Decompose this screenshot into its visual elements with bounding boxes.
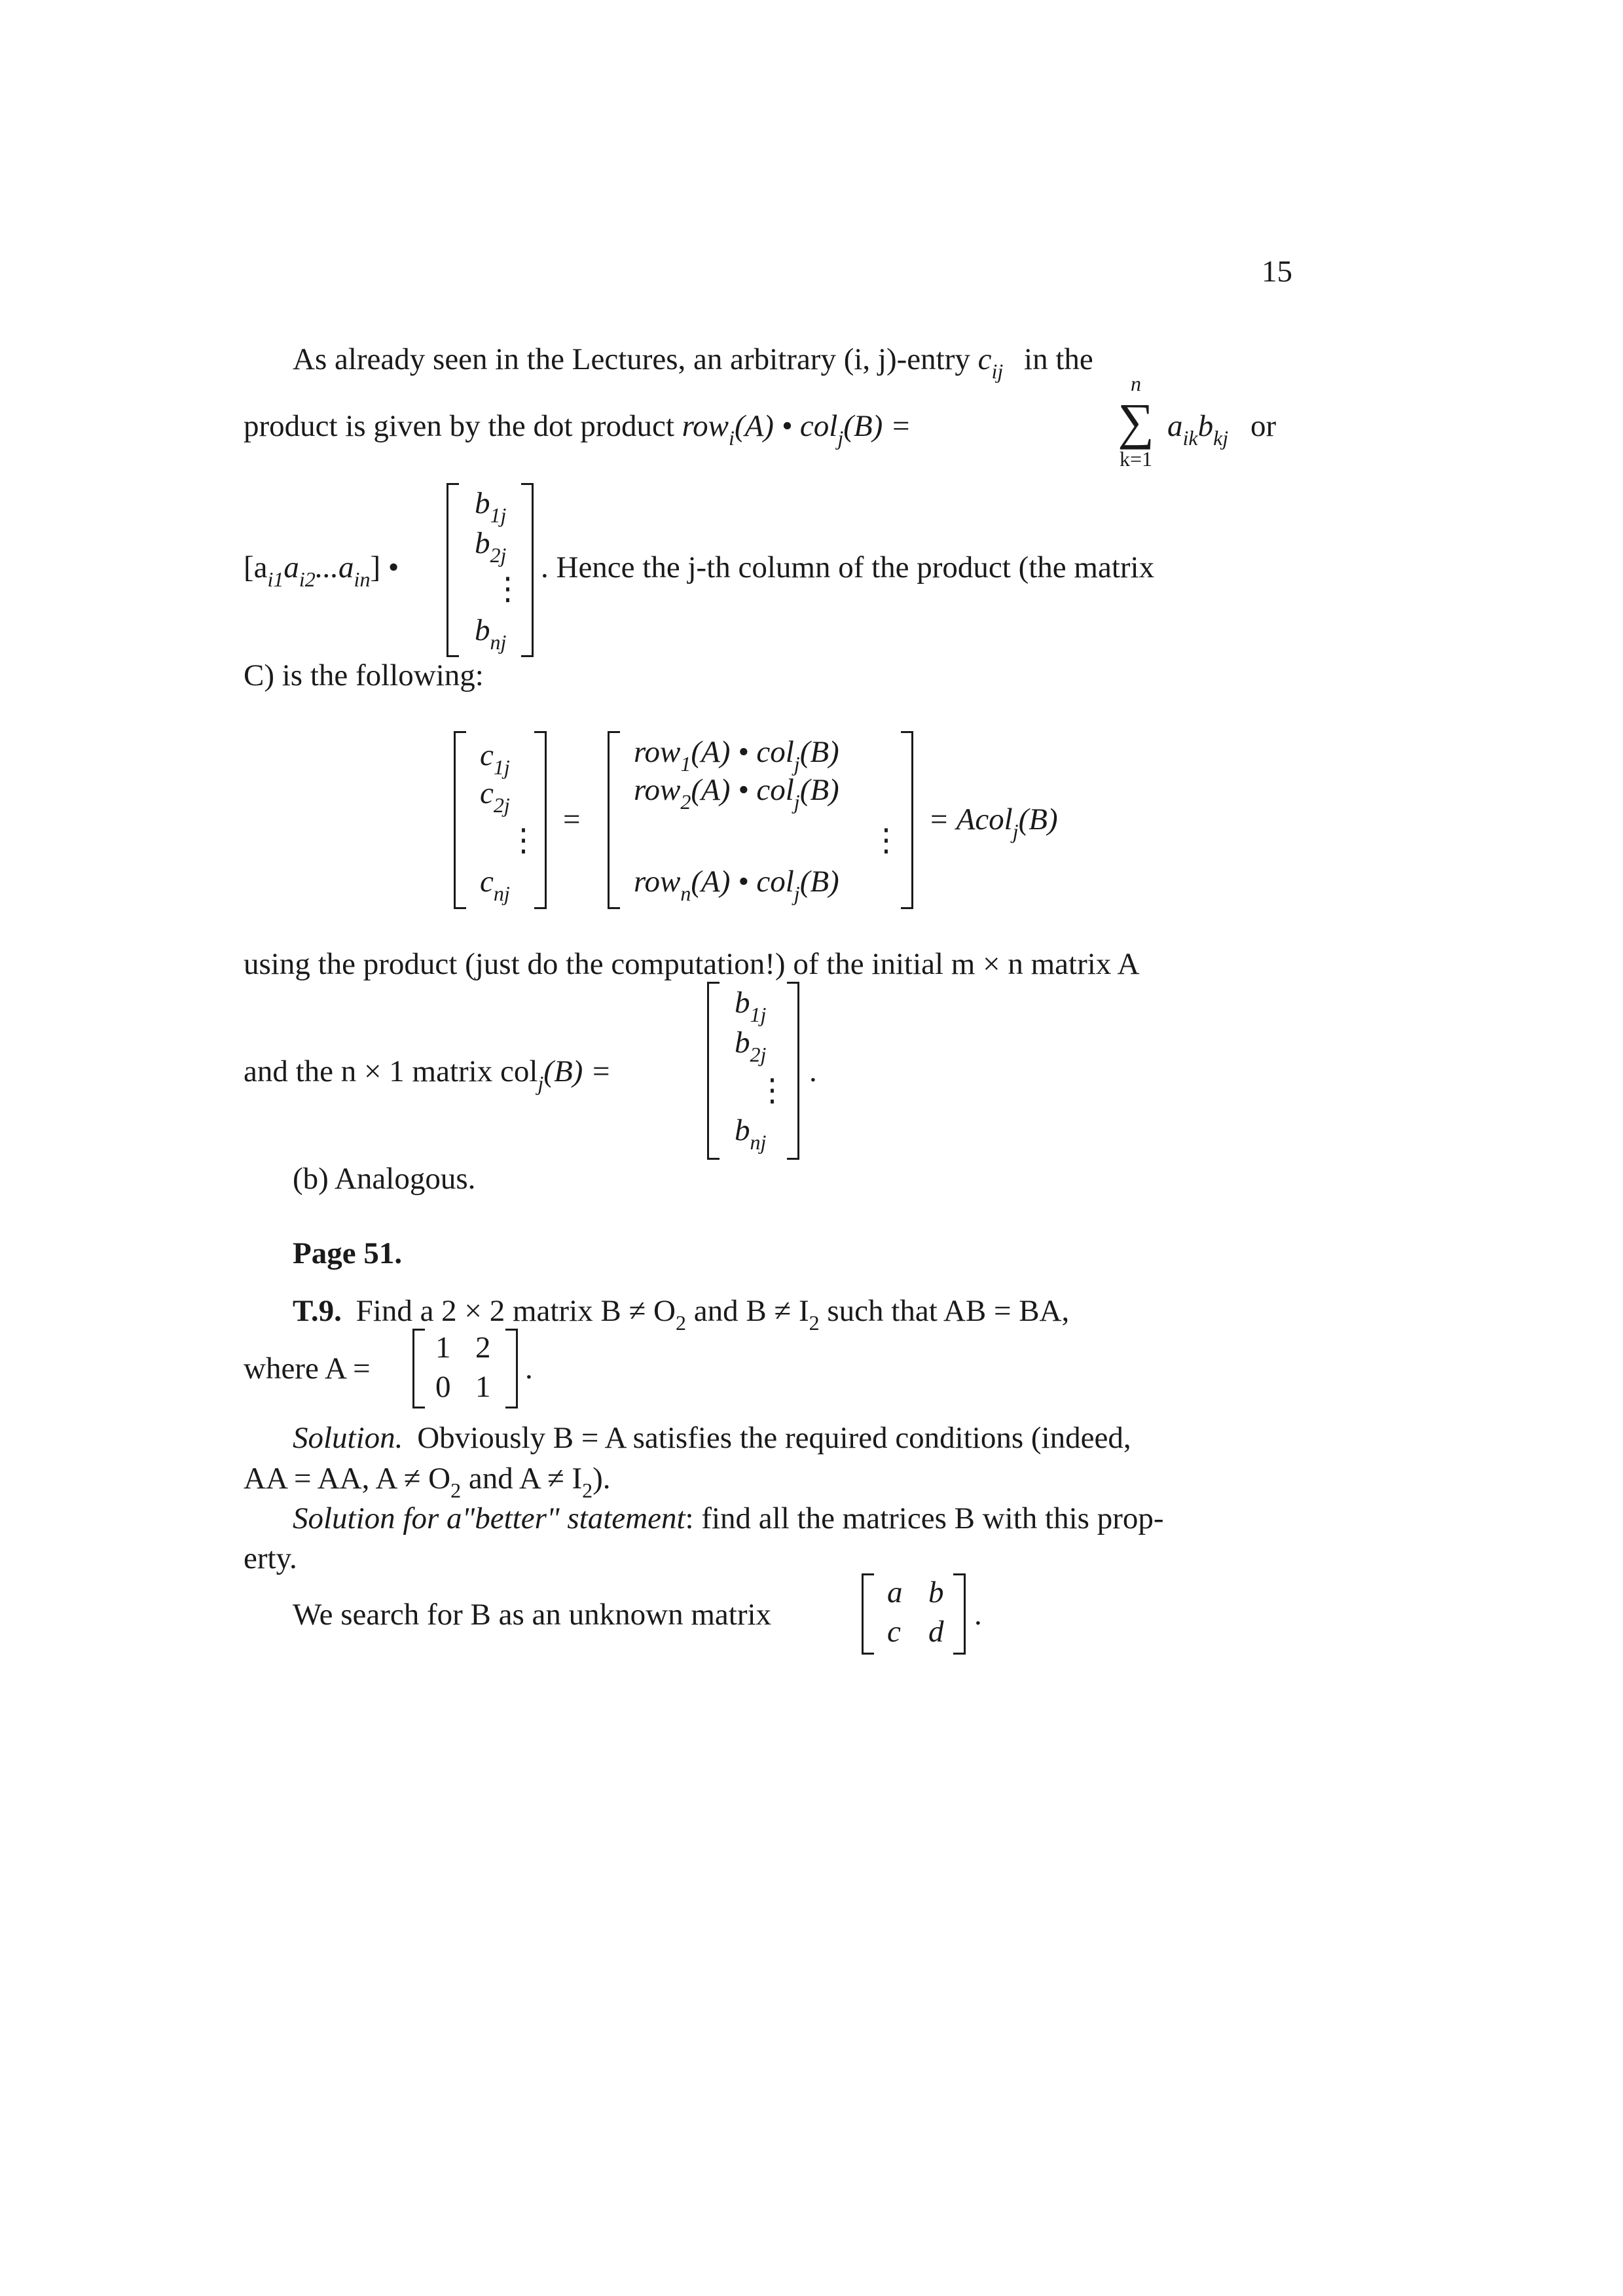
better-line1 bbox=[293, 1501, 1164, 1536]
display-c1-s: 1j bbox=[493, 755, 510, 779]
display-r1-t: row bbox=[634, 735, 681, 769]
display-c1-t: c bbox=[480, 738, 494, 772]
colvec-e1-s: 1j bbox=[490, 503, 507, 527]
sum-term-a: a bbox=[1167, 409, 1183, 443]
matrixB-left-bracket bbox=[862, 1573, 874, 1655]
display-c3: ⋮ bbox=[508, 823, 539, 857]
rowvec-s1: i1 bbox=[267, 567, 284, 591]
analogous-text: (b) Analogous. bbox=[293, 1162, 476, 1196]
and-text-sub: j bbox=[538, 1071, 544, 1095]
display-c1 bbox=[480, 738, 510, 779]
colvec-e2-s: 2j bbox=[490, 543, 507, 567]
matrixA-12: 2 bbox=[475, 1331, 491, 1365]
display-c-left-bracket bbox=[454, 731, 466, 909]
solution-line2 bbox=[244, 1461, 611, 1502]
colvec2-e4-s: nj bbox=[750, 1130, 767, 1154]
colvec-e4 bbox=[475, 613, 507, 654]
sum-term-b: b bbox=[1197, 409, 1214, 443]
display-r1-r: (A) • col bbox=[691, 735, 794, 769]
t9-line1 bbox=[293, 1293, 1070, 1335]
colvec2-e4-t: b bbox=[735, 1113, 750, 1147]
display-r2-s: 2 bbox=[680, 790, 691, 814]
solution-line1 bbox=[293, 1420, 1131, 1456]
cij-symbol: c bbox=[977, 342, 992, 376]
solution-line2-sub2: 2 bbox=[582, 1479, 593, 1502]
rowvec-a2: a bbox=[283, 550, 299, 584]
page-number: 15 bbox=[1262, 255, 1292, 289]
display-r2-t: row bbox=[634, 773, 681, 807]
sum-term bbox=[1167, 408, 1277, 450]
display-r4-rs: j bbox=[793, 882, 800, 905]
display-c4 bbox=[480, 864, 510, 905]
t9-text3: such that AB = BA, bbox=[827, 1294, 1070, 1328]
matrixA-period: . bbox=[525, 1352, 533, 1386]
row-arg: (A) • col bbox=[734, 409, 838, 443]
display-r1-s: 1 bbox=[680, 752, 691, 776]
para1-line2-text: product is given by the dot product bbox=[244, 409, 674, 443]
solution-line2-text: AA = AA, A ≠ O bbox=[244, 1462, 451, 1496]
rowvec-dots: ...a bbox=[315, 550, 354, 584]
row-vector bbox=[244, 550, 399, 591]
cij-sub: ij bbox=[991, 359, 1004, 383]
col-arg: (B) = bbox=[843, 409, 911, 443]
colvec-e1-t: b bbox=[475, 486, 490, 520]
display-r2 bbox=[634, 772, 839, 814]
col-sub: j bbox=[837, 426, 844, 450]
matrixB-22: d bbox=[928, 1615, 944, 1649]
display-r2-r: (A) • col bbox=[691, 773, 794, 807]
display-r3: ⋮ bbox=[871, 823, 902, 857]
para1-line1-end: in the bbox=[1024, 342, 1093, 376]
t9-o-sub: 2 bbox=[675, 1311, 686, 1335]
row-sub: i bbox=[729, 426, 735, 450]
colvec2-right-bracket bbox=[787, 982, 799, 1160]
rowvec-s3: in bbox=[354, 567, 371, 591]
matrixA-right-bracket bbox=[505, 1329, 518, 1408]
colvec2-period: . bbox=[809, 1054, 817, 1088]
colvec-e2 bbox=[475, 526, 507, 567]
matrixA-11: 1 bbox=[435, 1331, 451, 1365]
display-r-right-bracket bbox=[901, 731, 913, 909]
solution-label: Solution. bbox=[293, 1421, 403, 1455]
para1-line2 bbox=[244, 408, 911, 450]
t9-text2: and B ≠ I bbox=[693, 1294, 809, 1328]
sum-term-sub2: kj bbox=[1213, 426, 1229, 450]
colvec2-e1 bbox=[735, 985, 767, 1026]
display-r1-e: (B) bbox=[799, 735, 839, 769]
better-text: : find all the matrices B with this prop- bbox=[685, 1501, 1164, 1535]
colvec-e2-t: b bbox=[475, 526, 490, 560]
colvec-e3: ⋮ bbox=[492, 572, 523, 606]
t9-i-sub: 2 bbox=[809, 1311, 820, 1335]
display-r4-e: (B) bbox=[799, 865, 839, 899]
colvec-e4-s: nj bbox=[490, 630, 507, 654]
and-text bbox=[244, 1054, 611, 1095]
sum-top: n bbox=[1131, 372, 1141, 395]
solution-line2-end: ). bbox=[593, 1462, 611, 1496]
display-eq2-text: = Acol bbox=[928, 802, 1013, 836]
matrixB-21: c bbox=[887, 1615, 901, 1649]
display-c4-s: nj bbox=[493, 882, 510, 905]
sum-sigma: ∑ bbox=[1118, 393, 1154, 450]
display-eq1: = bbox=[563, 802, 581, 836]
display-r1 bbox=[634, 734, 839, 776]
page-heading: Page 51. bbox=[293, 1236, 403, 1270]
display-r4 bbox=[634, 864, 839, 905]
or-word: or bbox=[1250, 409, 1277, 443]
colvec2-left-bracket bbox=[707, 982, 720, 1160]
matrixB-12: b bbox=[928, 1575, 944, 1609]
t9-text: Find a 2 × 2 matrix B ≠ O bbox=[356, 1294, 676, 1328]
display-eq2-sub: j bbox=[1012, 819, 1019, 843]
colvec2-e2-s: 2j bbox=[750, 1043, 767, 1066]
display-c2-t: c bbox=[480, 776, 494, 810]
using-text: using the product (just do the computation!) of the initial m × n matrix A bbox=[244, 947, 1140, 981]
rowvec-s2: i2 bbox=[299, 567, 316, 591]
rowvec-close: ] • bbox=[370, 550, 399, 584]
display-r2-e: (B) bbox=[799, 773, 839, 807]
display-r1-rs: j bbox=[793, 752, 800, 776]
display-c-right-bracket bbox=[534, 731, 547, 909]
sum-term-sub1: ik bbox=[1182, 426, 1198, 450]
hence-text: . Hence the j-th column of the product (the matrix bbox=[541, 550, 1155, 584]
display-eq2 bbox=[928, 802, 1058, 843]
colvec2-e2-t: b bbox=[735, 1026, 750, 1060]
display-r4-s: n bbox=[680, 882, 691, 905]
better-line2: erty. bbox=[244, 1541, 297, 1575]
display-r4-t: row bbox=[634, 865, 681, 899]
rowvec-open: [a bbox=[244, 550, 268, 584]
display-r4-r: (A) • col bbox=[691, 865, 794, 899]
and-text-main: and the n × 1 matrix col bbox=[244, 1054, 538, 1088]
display-r-left-bracket bbox=[608, 731, 620, 909]
colvec2-e2 bbox=[735, 1025, 767, 1066]
matrixB-right-bracket bbox=[953, 1573, 966, 1655]
colvec-e4-t: b bbox=[475, 613, 490, 647]
solution-line2-sub: 2 bbox=[450, 1479, 462, 1502]
and-text-end: (B) = bbox=[543, 1054, 611, 1088]
solution-line2-mid: and A ≠ I bbox=[468, 1462, 583, 1496]
c-is-text: C) is the following: bbox=[244, 658, 484, 692]
para1-line1-text: As already seen in the Lectures, an arbitrary (i, j)-entry bbox=[293, 342, 970, 376]
matrixA-21: 0 bbox=[435, 1370, 451, 1404]
colvec2-e3: ⋮ bbox=[757, 1073, 788, 1107]
row-expr: row bbox=[682, 409, 729, 443]
colvec-e1 bbox=[475, 486, 507, 527]
search-text: We search for B as an unknown matrix bbox=[293, 1598, 772, 1632]
sum-bottom: k=1 bbox=[1119, 447, 1153, 471]
display-eq2-end: (B) bbox=[1018, 802, 1058, 836]
colvec2-e1-s: 1j bbox=[750, 1003, 767, 1026]
para1-line1 bbox=[293, 342, 1093, 383]
t9-label: T.9. bbox=[293, 1294, 342, 1328]
matrixA-22: 1 bbox=[475, 1370, 491, 1404]
colvec-right-bracket bbox=[521, 483, 534, 657]
display-r2-rs: j bbox=[793, 790, 800, 814]
colvec2-e4 bbox=[735, 1113, 767, 1154]
matrixB-11: a bbox=[887, 1575, 903, 1609]
display-c2-s: 2j bbox=[493, 793, 510, 817]
summation bbox=[1110, 372, 1162, 471]
colvec2-e1-t: b bbox=[735, 986, 750, 1020]
display-c2 bbox=[480, 776, 510, 817]
matrixB-period: . bbox=[974, 1598, 982, 1632]
better-label: Solution for a"better" statement bbox=[293, 1501, 685, 1535]
solution-text: Obviously B = A satisfies the required conditions (indeed, bbox=[417, 1421, 1131, 1455]
matrixA-left-bracket bbox=[412, 1329, 425, 1408]
display-c4-t: c bbox=[480, 865, 494, 899]
t9-where: where A = bbox=[244, 1352, 371, 1386]
colvec-left-bracket bbox=[447, 483, 459, 657]
